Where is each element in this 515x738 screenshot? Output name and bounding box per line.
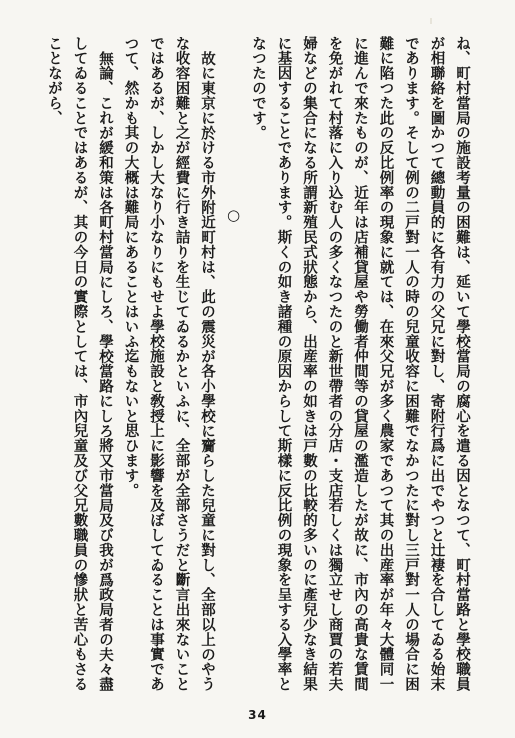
paragraph-2: 故に東京に於ける市外附近町村は、此の震災が各小學校に齎らした兒童に對し、全部以上のやうな收容困難と之が經費に行き詰りを生じてゐるかといふに、全部が全部さうだと斷言出來ないことではあるが、しかし大なり小なりにもせよ學校施設と敎授上に影響を及ぼしてゐることは事實であつて、然かも其の大概は難局にあることはいふ迄もないと思ひます。: [122, 36, 216, 692]
section-separator: [220, 36, 246, 696]
paragraph-1: ね、町村當局の施設考量の困難は、延いて學校當局の腐心を遣る因となつて、町村當路と學校職員が相聯絡を圖かつて總動員的に各有力の父兄に對し、寄附行爲に出でやつと辻褄を合してゐる始末であります。そして例の二戸對一人の時の兒童收容に困難でなかつたに對し三戸對一人の場合に困難に陷つた此の反比例率の現象に就ては、在來父兄が多く農家であつて其の出産率が年々大體同一に進んで來たものが、近年は店補貸屋や勞働者仲間等の貸屋の濫造したが故に、市內の高貴な賃間を免がれて村落に入り込む人の多くなつたのと新世帶者の分店・支店若しくは獨立せし商賈の若夫婦などの集合になる所謂新殖民式狀態から、出産率の如きは戸數の比較的多いのに產兒少なき結果に基因することであります。斯くの如き諸種の原因からして斯樣に反比例の現象を呈する入學率となつたのです。: [250, 36, 471, 692]
paragraph-3: 無論、これが緩和策は各町村當局にしろ、學校當路にしろ將又市當局及び我が爲政局者の夫々盡してゐることではあるが、其の今日の實際としては、市內兒童及び父兄數職員の慘狀と苦心もさることながら、: [46, 36, 114, 692]
vertical-text-body: [30, 36, 475, 696]
page-number: 34: [248, 708, 267, 722]
paper-stain: [430, 18, 432, 24]
circle-separator-icon: ○: [224, 206, 243, 225]
